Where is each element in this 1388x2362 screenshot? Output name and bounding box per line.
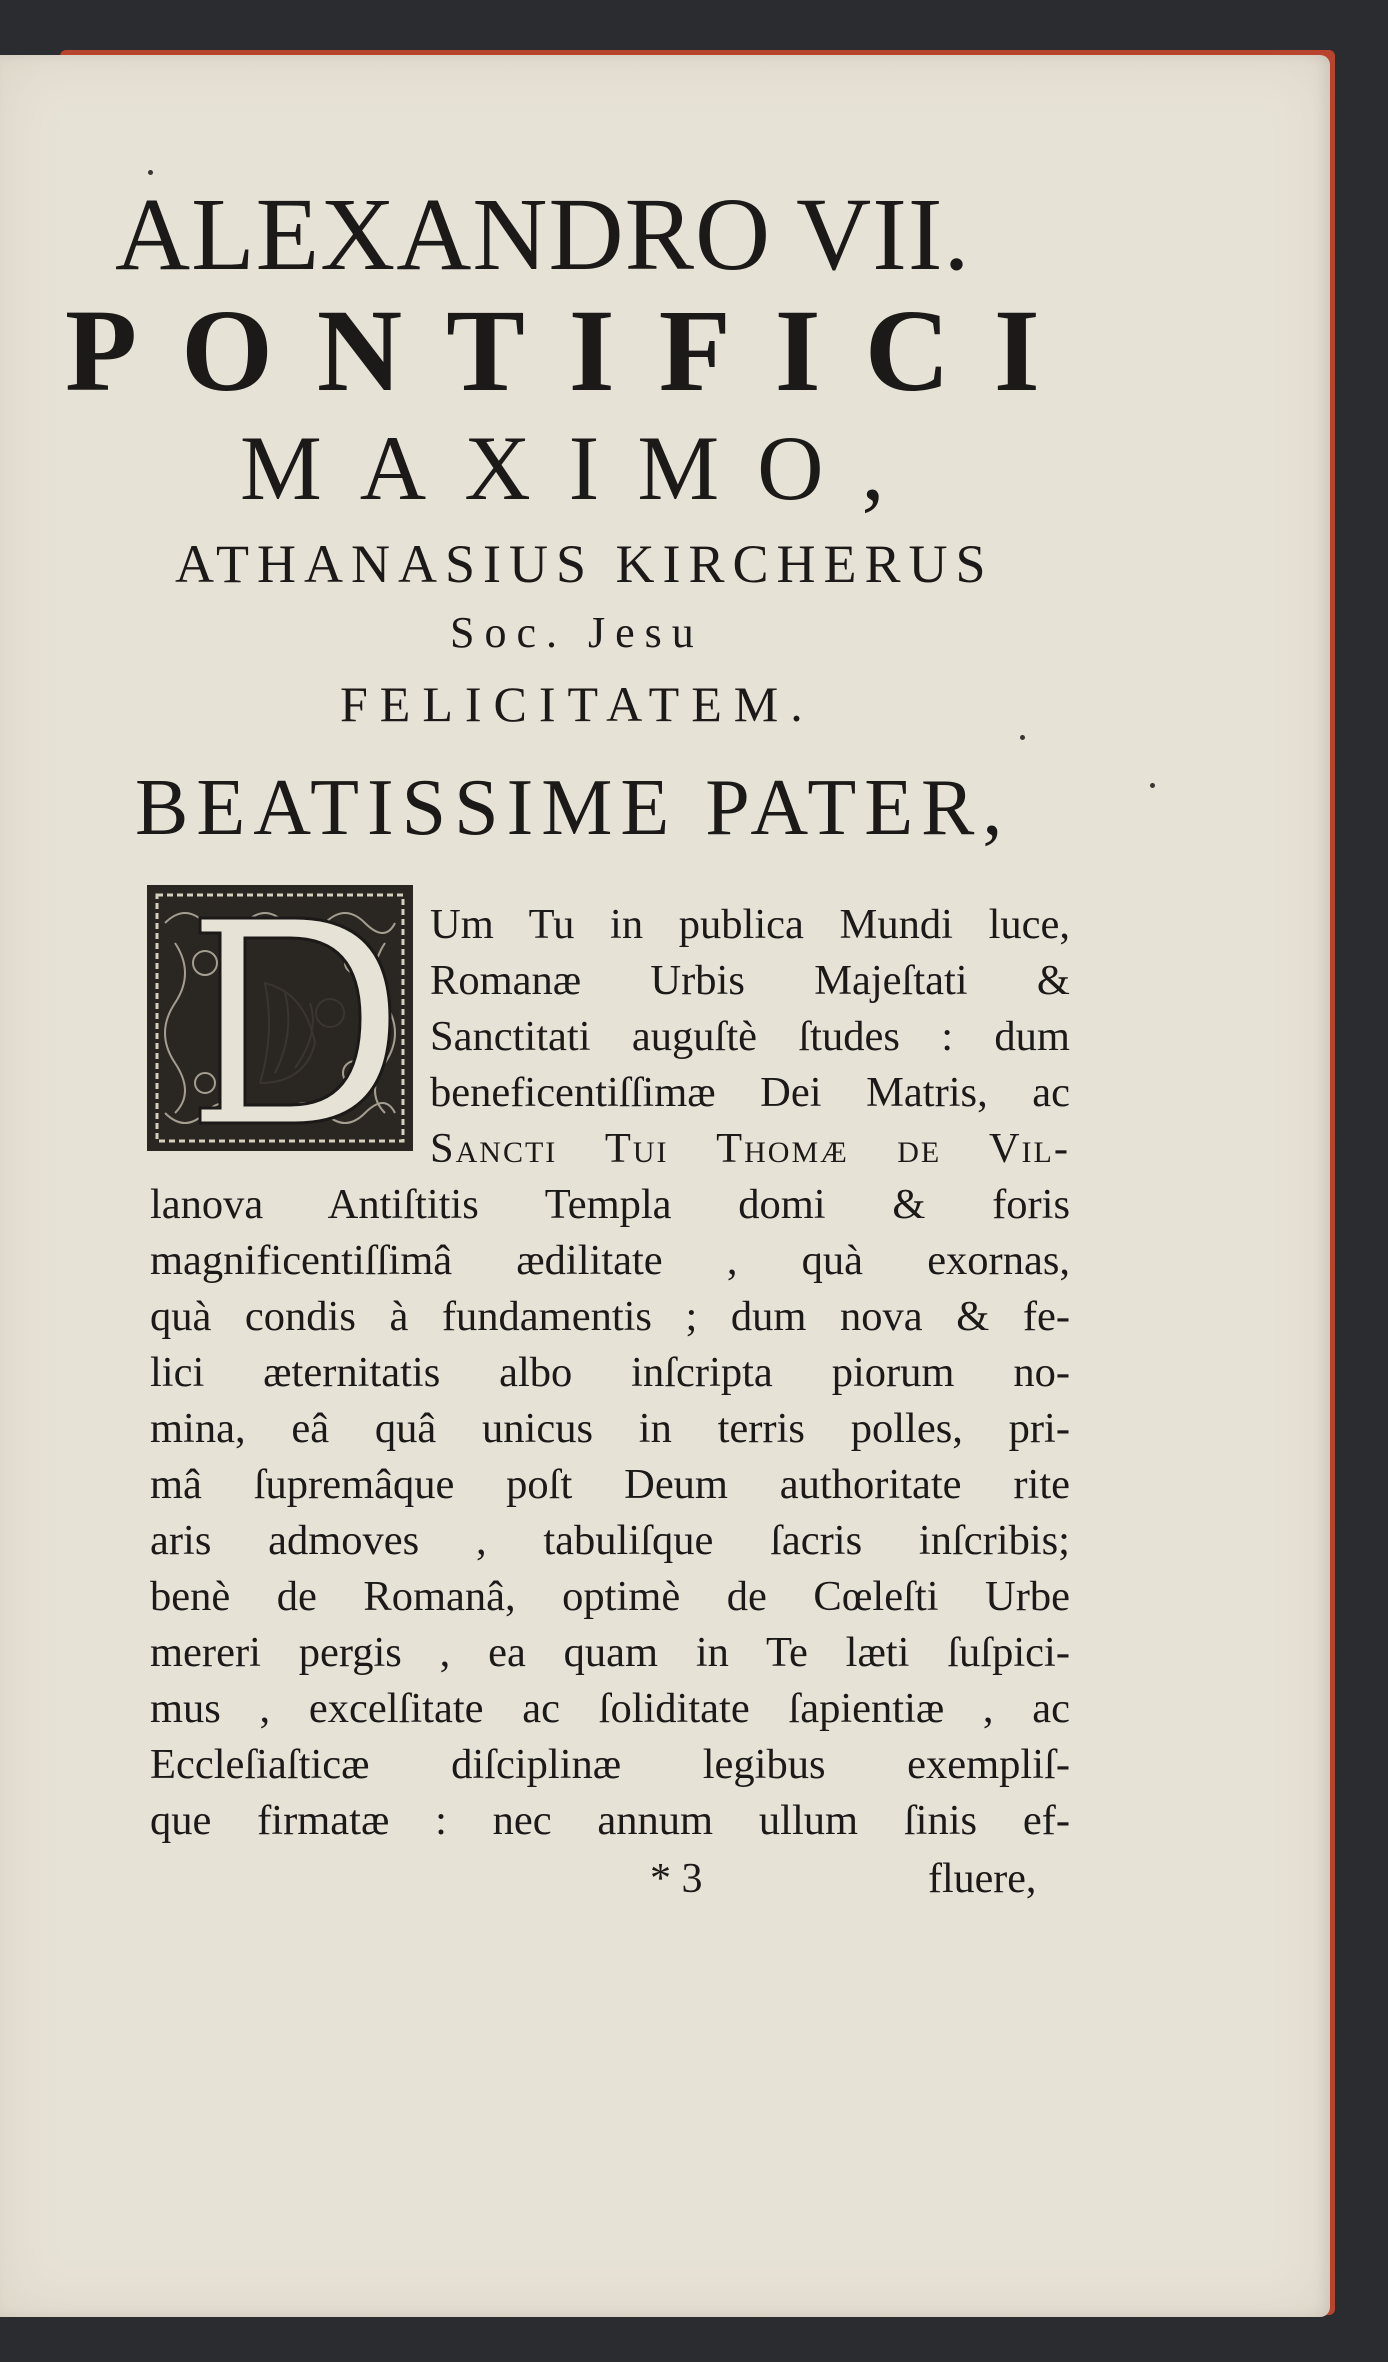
text-line: mâ ſupremâque poſt Deum authoritate rite [150, 1461, 1070, 1508]
text-line: mina, eâ quâ unicus in terris polles, pri- [150, 1405, 1070, 1452]
text-line: Romanæ Urbis Majeſtati & [430, 957, 1070, 1004]
text-line: mus , excelſitate ac ſoliditate ſapientiæ , ac [150, 1685, 1070, 1732]
catchword: fluere, [928, 1856, 1037, 1902]
text-line: Um Tu in publica Mundi luce, [430, 901, 1070, 948]
text-line: Eccleſiaſticæ diſciplinæ legibus exempliſ- [150, 1741, 1070, 1788]
text-line: lanova Antiſtitis Templa domi & foris [150, 1181, 1070, 1228]
text-line: magnificentiſſimâ ædilitate , quà exornas, [150, 1237, 1070, 1284]
text-line: aris admoves , tabuliſque ſacris inſcribis; [150, 1517, 1070, 1564]
text-line: quà condis à fundamentis ; dum nova & fe- [150, 1293, 1070, 1340]
ink-speck [1020, 735, 1025, 740]
text-line: Sanctitati auguſtè ſtudes : dum [430, 1013, 1070, 1060]
salutation: BEATISSIME PATER, [135, 764, 1011, 852]
text-line: beneficentiſſimæ Dei Matris, ac [430, 1069, 1070, 1116]
greeting: FELICITATEM. [340, 676, 815, 732]
dedication-title-line-1: ALEXANDRO VII. [115, 177, 971, 292]
text-line: que firmatæ : nec annum ullum ſinis ef- [150, 1797, 1070, 1844]
text-line: mereri pergis , ea quam in Te læti ſuſpici- [150, 1629, 1070, 1676]
text-line: lici æternitatis albo inſcripta piorum no- [150, 1349, 1070, 1396]
book-page [0, 55, 1330, 2317]
author-name: ATHANASIUS KIRCHERUS [175, 534, 994, 594]
dedication-title-line-3: MAXIMO, [240, 417, 923, 519]
author-order: Soc. Jesu [450, 608, 704, 657]
text-line: benè de Romanâ, optimè de Cœleſti Urbe [150, 1573, 1070, 1620]
ink-speck [1150, 783, 1155, 788]
dedication-title-line-2: PONTIFICI [65, 285, 1084, 416]
decorated-initial-icon [145, 883, 415, 1153]
text-line: Sancti Tui Thomæ de Vil- [430, 1125, 1070, 1172]
signature-mark: * 3 [650, 1856, 703, 1902]
